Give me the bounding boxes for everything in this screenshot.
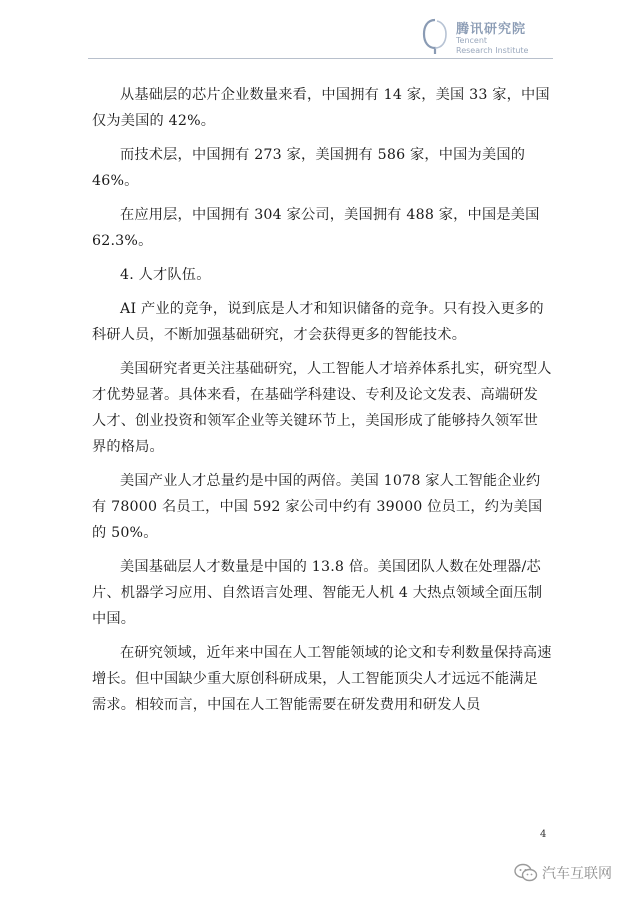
watermark-text: 汽车互联网 [542, 866, 612, 882]
paragraph-application-layer: 在应用层，中国拥有 304 家公司，美国拥有 488 家，中国是美国 62.3%。 [92, 207, 540, 249]
paragraph-us-research: 美国研究者更关注基础研究，人工智能人才培养体系扎实，研究型人才优势显著。具体来看，在基础学科建设、专利及论文发表、高端研发人才、创业投资和领军企业等关键环节上，美国形成了能够持久领军世界的格局。 [92, 361, 552, 455]
logo-mark-icon [422, 18, 448, 56]
paragraph-research-field: 在研究领域，近年来中国在人工智能领域的论文和专利数量保持高速增长。但中国缺少重大原创科研成果，人工智能顶尖人才远远不能满足需求。相较而言，中国在人工智能需要在研发费用和研发人员 [92, 645, 552, 713]
section-heading-talent: 4. 人才队伍。 [120, 267, 211, 283]
paragraph-ai-competition: AI 产业的竞争，说到底是人才和知识储备的竞争。只有投入更多的科研人员，不断加强基础研究，才会获得更多的智能技术。 [92, 301, 544, 343]
logo-chinese-text: 腾讯研究院 [456, 22, 527, 37]
header-divider [88, 58, 553, 59]
logo-english-line2: Research Institute [456, 46, 529, 55]
page-header [0, 0, 640, 62]
wechat-watermark [514, 861, 612, 885]
paragraph-base-layer-talent: 美国基础层人才数量是中国的 13.8 倍。美国团队人数在处理器/芯片、机器学习应用、自然语言处理、智能无人机 4 大热点领域全面压制中国。 [92, 559, 543, 627]
wechat-icon [514, 863, 538, 883]
logo-english-line1: Tencent [456, 36, 488, 45]
document-body [92, 82, 552, 726]
paragraph-industry-talent: 美国产业人才总量约是中国的两倍。美国 1078 家人工智能企业约有 78000 名员工，中国 592 家公司中约有 39000 位员工，约为美国的 50%。 [92, 473, 543, 541]
tencent-research-logo [422, 18, 572, 58]
page-number: 4 [540, 829, 547, 840]
paragraph-chip-companies: 从基础层的芯片企业数量来看，中国拥有 14 家，美国 33 家，中国仅为美国的 42%。 [92, 87, 550, 129]
paragraph-tech-layer: 而技术层，中国拥有 273 家，美国拥有 586 家，中国为美国的 46%。 [92, 147, 526, 189]
